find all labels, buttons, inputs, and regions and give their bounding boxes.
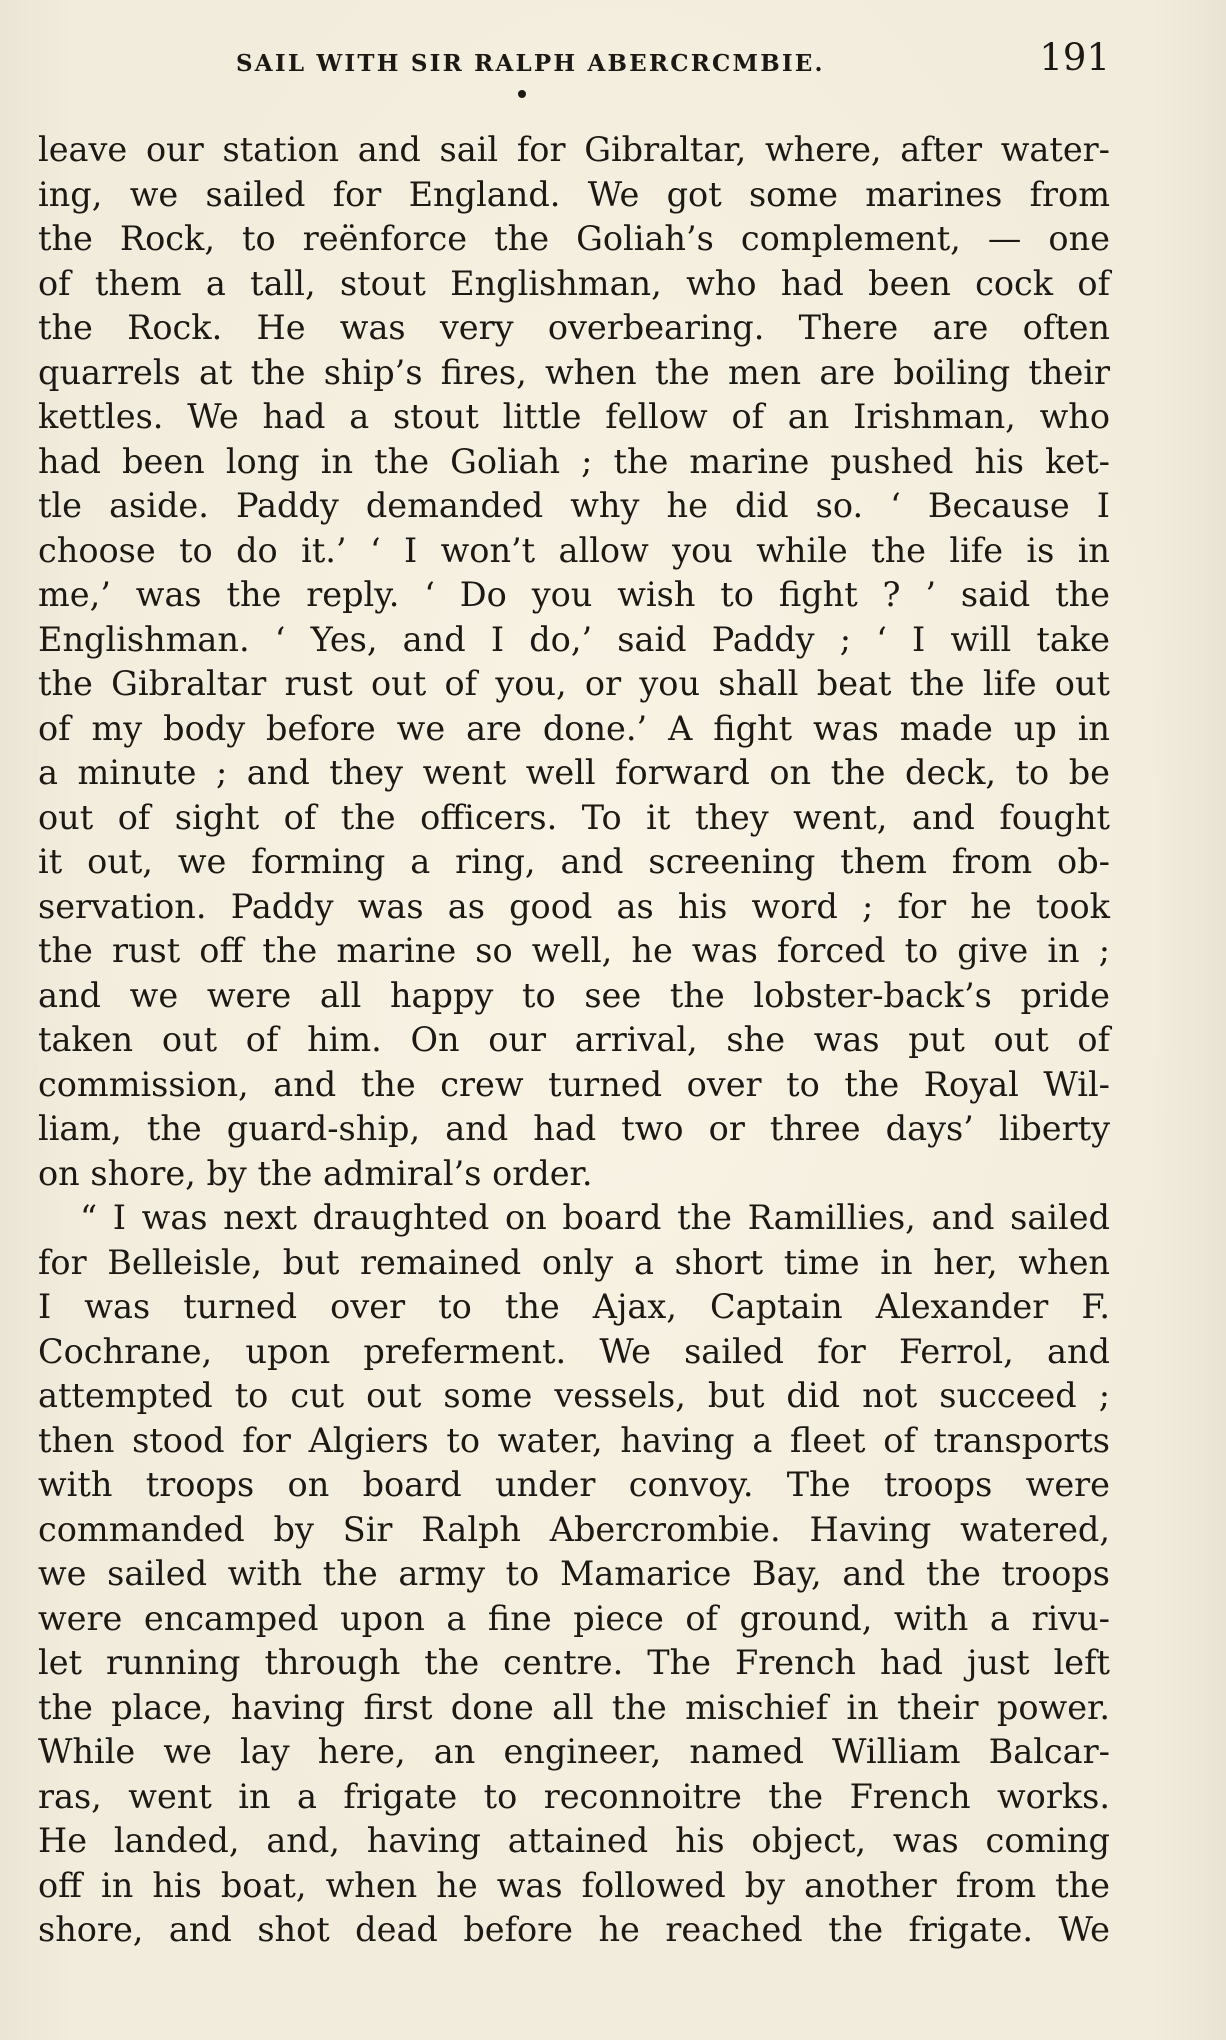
text-line: taken out of him. On our arrival, she was put out of bbox=[38, 1020, 1110, 1059]
text-line: with troops on board under convoy. The troops were bbox=[38, 1465, 1110, 1504]
body-text bbox=[38, 128, 1110, 1953]
text-line: the rust off the marine so well, he was forced to give in ; bbox=[38, 931, 1110, 970]
running-head: SAIL WITH SIR RALPH ABERCRCMBIE. bbox=[236, 50, 825, 77]
text-line: and we were all happy to see the lobster-back’s pride bbox=[38, 975, 1110, 1015]
text-line: had been long in the Goliah ; the marine pushed his ket- bbox=[38, 441, 1110, 481]
text-line: choose to do it.’ ‘ I won’t allow you while the life is in bbox=[38, 530, 1110, 570]
paragraph-start-line: “ I was next draughted on board the Ramillies, and sailed bbox=[80, 1198, 1110, 1237]
text-line: a minute ; and they went well forward on the deck, to be bbox=[38, 753, 1110, 792]
text-line: it out, we forming a ring, and screening them from ob- bbox=[38, 842, 1110, 881]
text-line: attempted to cut out some vessels, but did not succeed ; bbox=[38, 1376, 1110, 1415]
text-line: let running through the centre. The French had just left bbox=[38, 1643, 1110, 1682]
page-number: 191 bbox=[1039, 36, 1110, 79]
text-line: Cochrane, upon preferment. We sailed for Ferrol, and bbox=[38, 1331, 1110, 1371]
text-line: kettles. We had a stout little fellow of an Irishman, who bbox=[38, 397, 1110, 436]
text-line: Englishman. ‘ Yes, and I do,’ said Paddy ; ‘ I will take bbox=[38, 619, 1110, 659]
text-line: me,’ was the reply. ‘ Do you wish to fight ? ’ said the bbox=[38, 575, 1110, 614]
text-line: ras, went in a frigate to reconnoitre the French works. bbox=[38, 1776, 1110, 1816]
text-line: commission, and the crew turned over to the Royal Wil- bbox=[38, 1064, 1110, 1104]
text-line: He landed, and, having attained his object, was coming bbox=[38, 1821, 1110, 1860]
text-line: leave our station and sail for Gibraltar, where, after water- bbox=[38, 130, 1110, 169]
text-line: of my body before we are done.’ A fight was made up in bbox=[38, 708, 1110, 748]
paragraph-end-line: on shore, by the admiral’s order. bbox=[38, 1153, 593, 1193]
text-line: While we lay here, an engineer, named William Balcar- bbox=[38, 1732, 1110, 1771]
text-line: the Gibraltar rust out of you, or you shall beat the life out bbox=[38, 664, 1110, 703]
text-line: commanded by Sir Ralph Abercrombie. Having watered, bbox=[38, 1509, 1110, 1549]
printer-dot-ornament bbox=[518, 90, 526, 98]
text-line: servation. Paddy was as good as his word ; for he took bbox=[38, 886, 1110, 926]
text-line: the place, having first done all the mischief in their power. bbox=[38, 1687, 1110, 1727]
text-line: the Rock. He was very overbearing. There are often bbox=[38, 308, 1110, 347]
text-line: the Rock, to reënforce the Goliah’s complement, — one bbox=[38, 219, 1110, 258]
text-line: off in his boat, when he was followed by another from the bbox=[38, 1865, 1110, 1905]
text-line: quarrels at the ship’s fires, when the men are boiling their bbox=[38, 352, 1110, 392]
text-line: of them a tall, stout Englishman, who had been cock of bbox=[38, 263, 1110, 303]
text-line: then stood for Algiers to water, having a fleet of transports bbox=[38, 1420, 1110, 1460]
text-line: I was turned over to the Ajax, Captain Alexander F. bbox=[38, 1287, 1110, 1326]
text-line: shore, and shot dead before he reached the frigate. We bbox=[38, 1910, 1110, 1949]
text-line: ing, we sailed for England. We got some marines from bbox=[38, 174, 1110, 214]
text-line: we sailed with the army to Mamarice Bay, and the troops bbox=[38, 1554, 1110, 1593]
text-line: for Belleisle, but remained only a short time in her, when bbox=[38, 1242, 1110, 1282]
text-line: tle aside. Paddy demanded why he did so. ‘ Because I bbox=[38, 486, 1110, 525]
text-line: were encamped upon a fine piece of ground, with a rivu- bbox=[38, 1598, 1110, 1638]
text-line: out of sight of the officers. To it they went, and fought bbox=[38, 797, 1110, 837]
text-line: liam, the guard-ship, and had two or three days’ liberty bbox=[38, 1109, 1110, 1148]
page-header bbox=[38, 34, 1110, 94]
